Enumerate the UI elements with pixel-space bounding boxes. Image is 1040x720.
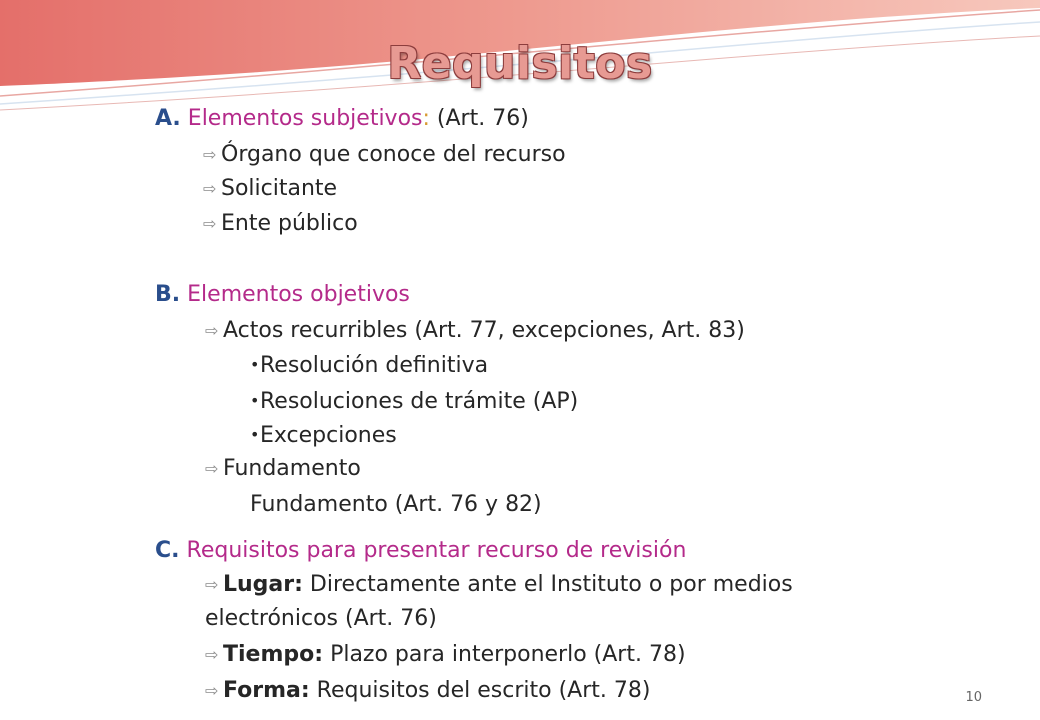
bullet-item xyxy=(250,422,397,449)
list-item-label: Órgano que conoce del recurso xyxy=(221,142,566,167)
bullet-item xyxy=(250,388,578,415)
section-a-title: Elementos subjetivos xyxy=(187,106,423,131)
section-c-heading xyxy=(155,538,686,564)
arrow-right-icon: ⇨ xyxy=(205,575,219,594)
list-item-label: Ente público xyxy=(221,211,358,236)
list-item-text: Requisitos del escrito (Art. 78) xyxy=(316,678,651,703)
section-b-letter: B. xyxy=(155,282,181,307)
section-a-ref: (Art. 76) xyxy=(436,106,529,131)
list-item xyxy=(203,176,337,202)
section-b-heading xyxy=(155,282,410,308)
list-item-label: Solicitante xyxy=(221,176,338,201)
arrow-right-icon: ⇨ xyxy=(203,179,217,198)
list-item-text: Directamente ante el Instituto o por medios xyxy=(309,572,793,597)
section-a-heading xyxy=(155,106,529,132)
list-item-label: Tiempo: xyxy=(223,642,324,667)
list-item xyxy=(203,142,566,168)
arrow-right-icon: ⇨ xyxy=(205,681,219,700)
list-item xyxy=(205,678,650,704)
list-item xyxy=(205,456,361,482)
list-item xyxy=(205,318,745,344)
bullet-icon: • xyxy=(250,425,260,444)
arrow-right-icon: ⇨ xyxy=(205,321,219,340)
list-item xyxy=(205,642,686,668)
bullet-item-label: Resoluciones de trámite (AP) xyxy=(260,389,579,414)
bullet-icon: • xyxy=(250,355,260,374)
arrow-right-icon: ⇨ xyxy=(203,214,217,233)
bullet-item xyxy=(250,352,488,379)
section-b-title: Elementos objetivos xyxy=(187,282,410,307)
section-c-title: Requisitos para presentar recurso de revisión xyxy=(186,538,687,563)
list-item-continuation: electrónicos (Art. 76) xyxy=(205,606,437,631)
list-item-text: Plazo para interponerlo (Art. 78) xyxy=(330,642,686,667)
list-item-label: Forma: xyxy=(223,678,310,703)
arrow-right-icon: ⇨ xyxy=(205,645,219,664)
list-item-label: Actos recurribles (Art. 77, excepciones, Art. 83) xyxy=(223,318,745,343)
bullet-icon: • xyxy=(250,391,260,410)
arrow-right-icon: ⇨ xyxy=(205,459,219,478)
list-item xyxy=(205,572,793,598)
list-item-label: Fundamento xyxy=(223,456,361,481)
list-item-detail: Fundamento (Art. 76 y 82) xyxy=(250,492,542,517)
bullet-item-label: Excepciones xyxy=(260,423,397,448)
list-item-label: Lugar: xyxy=(223,572,303,597)
page-number: 10 xyxy=(965,690,982,705)
section-c-letter: C. xyxy=(155,538,180,563)
slide-title: Requisitos xyxy=(387,38,653,89)
section-a-colon: : xyxy=(422,106,430,131)
list-item xyxy=(203,211,358,237)
arrow-right-icon: ⇨ xyxy=(203,145,217,164)
bullet-item-label: Resolución definitiva xyxy=(260,353,489,378)
section-a-letter: A. xyxy=(155,106,181,131)
